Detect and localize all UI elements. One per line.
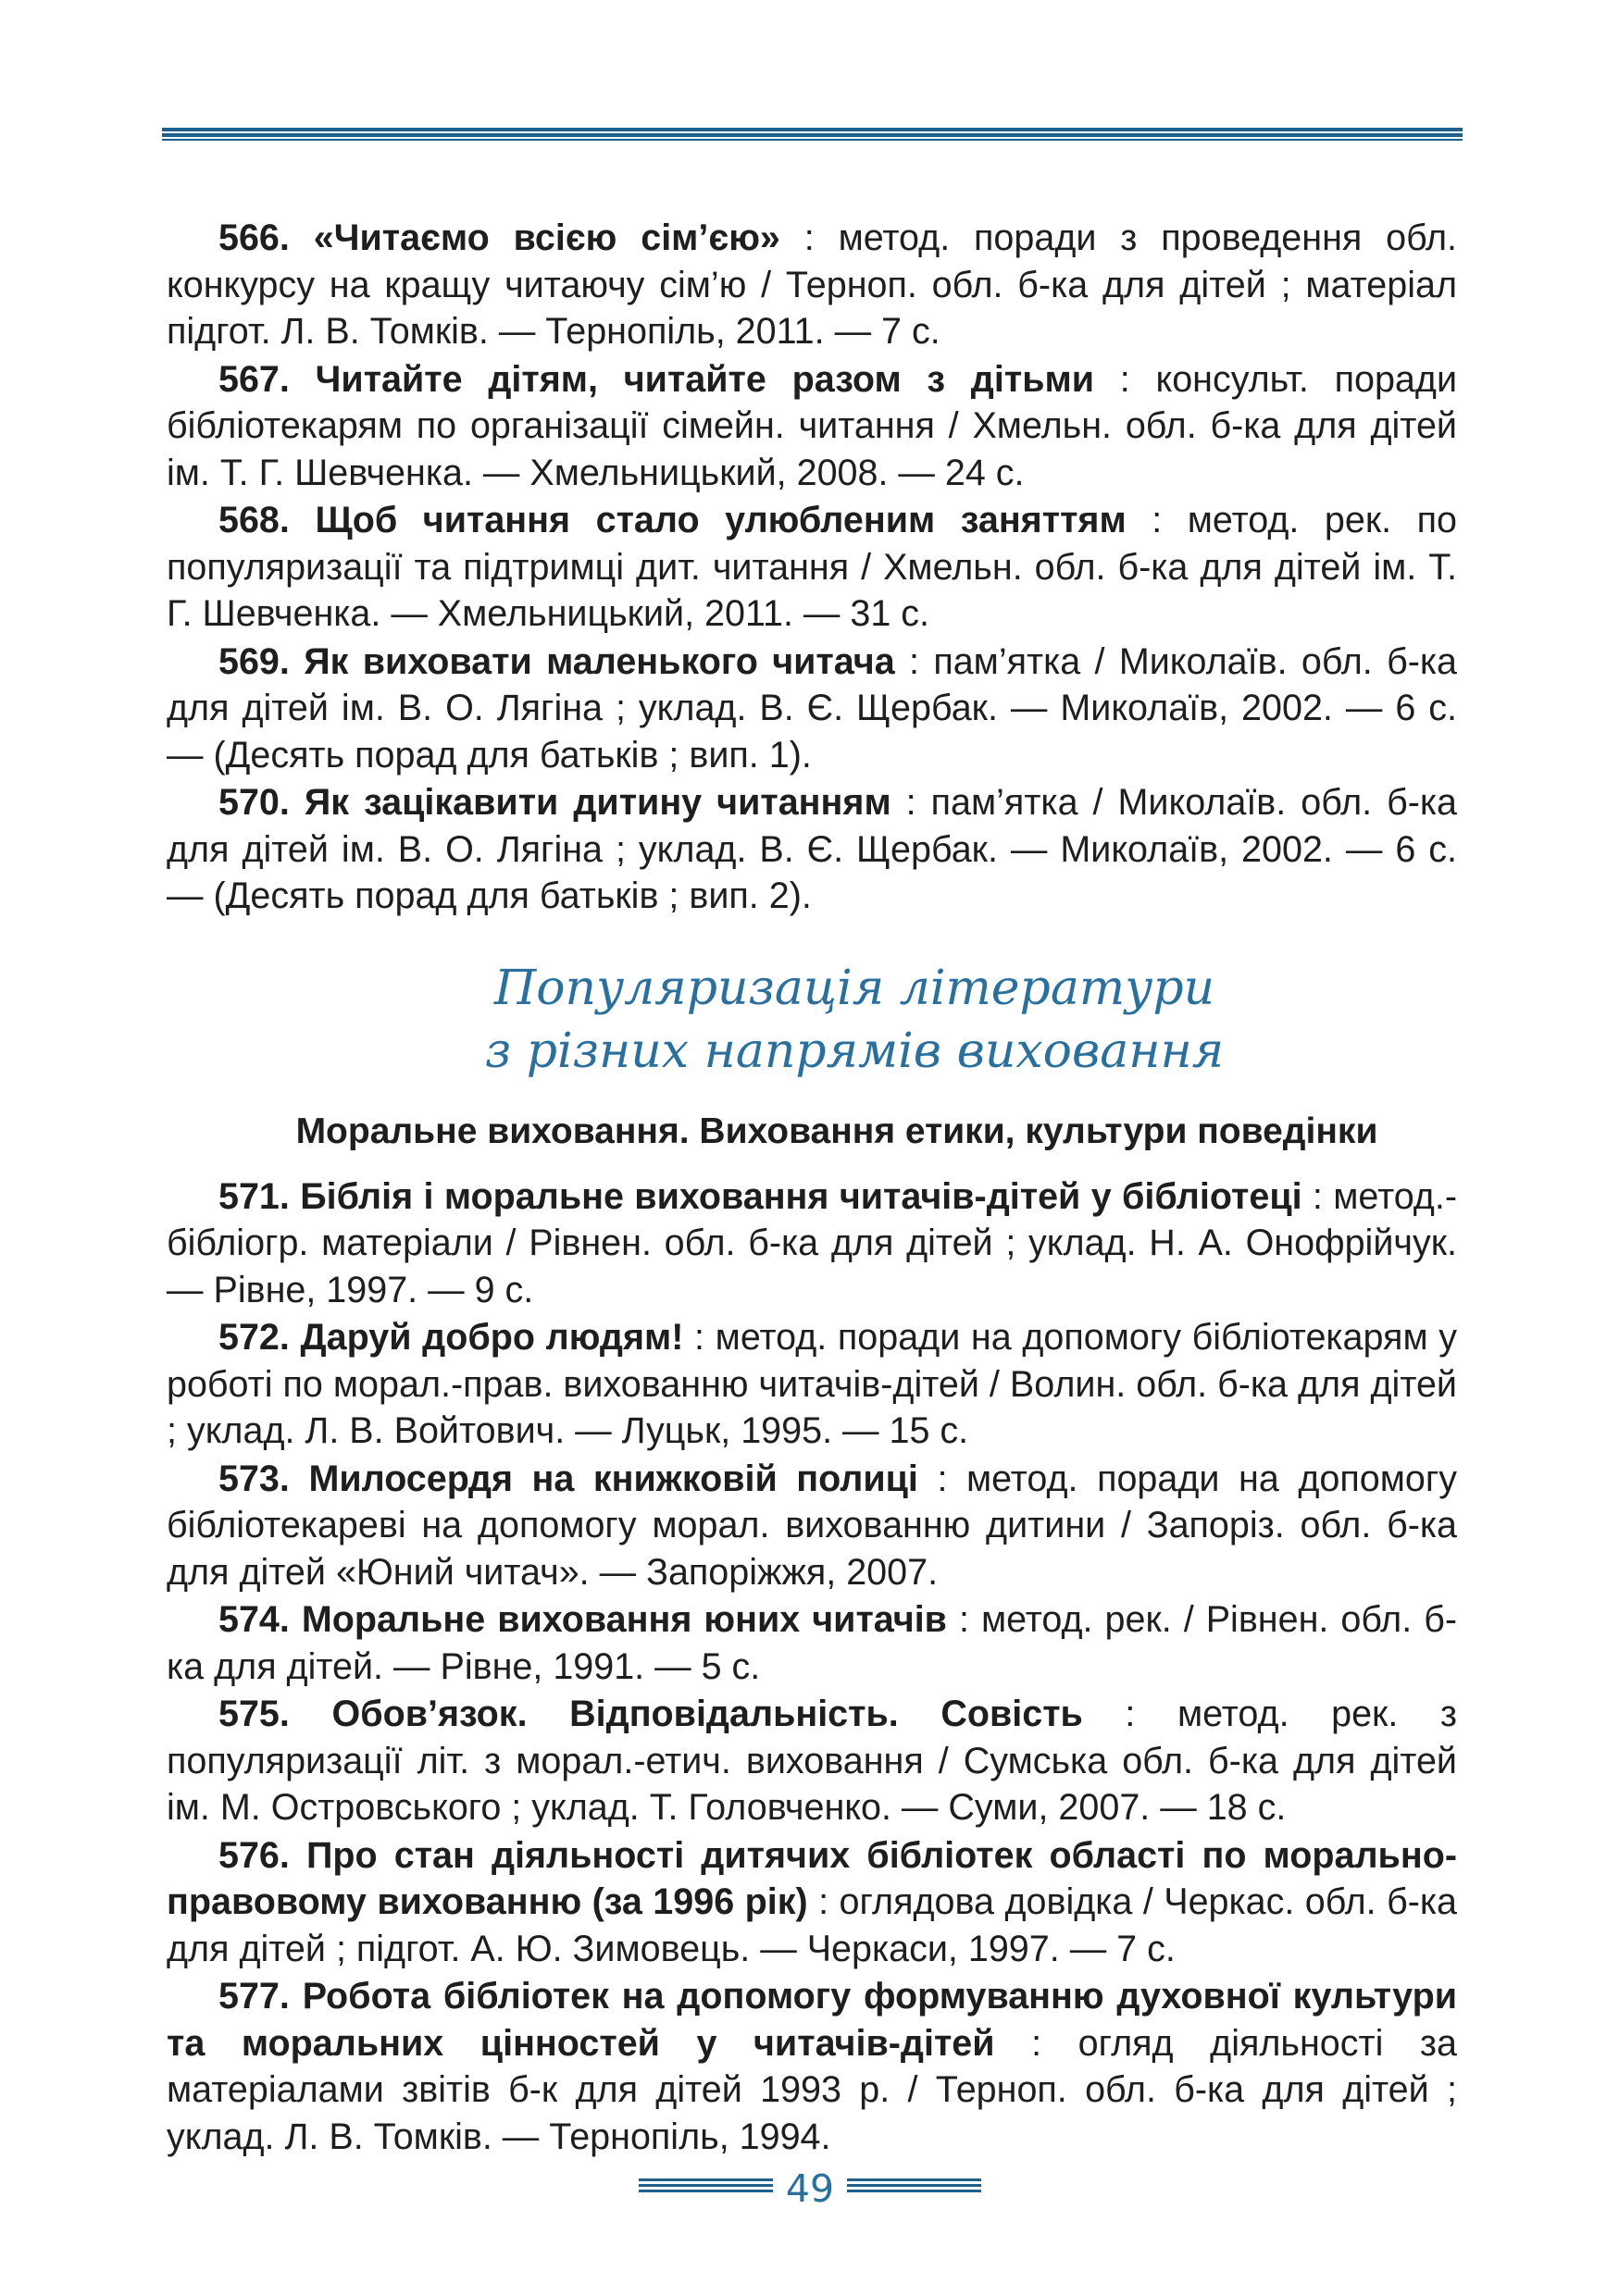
entry-title: Моральне виховання юних читачів xyxy=(301,1599,947,1640)
entry-description: : метод. поради на допомогу бібліотекарям у роботі по морал.-прав. вихованню читачів-дітей / Волин. обл. б-ка для дітей ; уклад. Л. В. Войтович. — Луцьк, 1995. — 15 с. xyxy=(167,1317,1457,1451)
entry-number: 576. xyxy=(218,1834,290,1876)
top-decorative-rule xyxy=(162,128,1463,143)
bibliography-entry xyxy=(167,1596,1457,1690)
entry-description: : консульт. поради бібліотекарям по організації сімейн. читання / Хмельн. обл. б-ка для дітей ім. Т. Г. Шевченка. — Хмельницький, 2008. — 24 с. xyxy=(167,358,1458,493)
entry-number: 575. xyxy=(218,1694,290,1734)
bibliography-entry xyxy=(167,1973,1457,2160)
section-title-line-1: Популяризація літератури xyxy=(493,960,1215,1016)
bibliography-list-part-2 xyxy=(167,1173,1457,2161)
entry-heading xyxy=(218,217,780,258)
bibliography-entry xyxy=(167,356,1457,497)
entry-title: Як зацікавити дитину читанням xyxy=(304,782,891,823)
entry-title: Робота бібліотек на допомогу формуванню духовної культури та моральних цінностей у читачів-дітей xyxy=(167,1976,1457,2064)
entry-number: 568. xyxy=(218,500,290,540)
page-footer xyxy=(639,2166,981,2215)
entry-description: : метод. поради з проведення обл. конкурсу на кращу читаючу сім’ю / Терноп. обл. б-ка для дітей ; матеріал підгот. Л. В. Томків. — Тернопіль, 2011. — 7 с. xyxy=(167,217,1457,352)
entry-description: : пам’ятка / Миколаїв. обл. б-ка для дітей ім. В. О. Лягіна ; уклад. В. Є. Щербак. — Миколаїв, 2002. — 6 с. — (Десять порад для батьків ; вип. 2). xyxy=(167,782,1457,916)
entry-description: : метод. рек. з популяризації літ. з морал.-етич. виховання / Сумська обл. б-ка для дітей ім. М. Островського ; уклад. Т. Головченко. — Суми, 2007. — 18 с. xyxy=(167,1694,1457,1828)
entry-title: Як виховати маленького читача xyxy=(304,640,895,682)
entry-title: Даруй добро людям! xyxy=(300,1317,684,1358)
bibliography-entry xyxy=(167,215,1457,355)
bibliography-entry xyxy=(167,779,1457,920)
bibliography-entry xyxy=(167,1314,1457,1455)
entry-number: 569. xyxy=(218,640,290,682)
entry-heading xyxy=(218,1694,1083,1734)
bibliography-list-part-1 xyxy=(167,215,1457,920)
bibliography-entry xyxy=(167,1832,1457,1973)
page-content xyxy=(167,215,1457,2161)
entry-title: Біблія і моральне виховання читачів-дітей у бібліотеці xyxy=(300,1175,1302,1217)
section-title-line-2: з різних напрямів виховання xyxy=(484,1023,1225,1079)
entry-description: : метод. рек. по популяризації та підтримці дит. читання / Хмельн. обл. б-ка для дітей ім. Т. Г. Шевченка. — Хмельницький, 2011. — 31 с. xyxy=(167,500,1457,634)
entry-title: Милосердя на книжковій полиці xyxy=(308,1458,918,1499)
entry-number: 577. xyxy=(218,1976,290,2017)
entry-description: : метод.-бібліогр. матеріали / Рівнен. обл. б-ка для дітей ; уклад. Н. А. Онофрійчук. — Рівне, 1997. — 9 с. xyxy=(167,1175,1457,1310)
entry-title: Про стан діяльності дитячих бібліотек області по морально-правовому вихованню (за 1996 рік) xyxy=(167,1834,1457,1922)
entry-heading xyxy=(218,1317,683,1358)
bibliography-entry xyxy=(167,639,1457,779)
bibliography-entry xyxy=(167,1456,1457,1596)
entry-title: Обов’язок. Відповідальність. Совість xyxy=(331,1694,1083,1734)
entry-heading xyxy=(218,1599,947,1640)
entry-number: 571. xyxy=(218,1175,290,1217)
bibliography-entry xyxy=(167,1691,1457,1831)
entry-title: «Читаємо всією сім’єю» xyxy=(313,217,780,258)
bibliography-entry xyxy=(167,497,1457,638)
bibliography-entry xyxy=(167,1173,1457,1314)
entry-description: : метод. поради на допомогу бібліотекареві на допомогу морал. вихованню дитини / Запоріз. обл. б-ка для дітей «Юний читач». — Запоріжжя, 2007. xyxy=(167,1458,1457,1593)
entry-number: 570. xyxy=(218,782,290,823)
entry-title: Щоб читання стало улюбленим заняттям xyxy=(315,500,1127,540)
entry-description: : оглядова довідка / Черкас. обл. б-ка для дітей ; підгот. А. Ю. Зимовець. — Черкаси, 1997. — 7 с. xyxy=(167,1881,1457,1969)
entry-heading xyxy=(218,1176,1302,1217)
entry-description: : метод. рек. / Рівнен. обл. б-ка для дітей. — Рівне, 1991. — 5 с. xyxy=(167,1599,1457,1687)
footer-rule-left xyxy=(639,2178,773,2195)
entry-description: : пам’ятка / Миколаїв. обл. б-ка для дітей ім. В. О. Лягіна ; уклад. В. Є. Щербак. — Миколаїв, 2002. — 6 с. — (Десять порад для батьків ; вип. 1). xyxy=(167,640,1457,776)
entry-number: 573. xyxy=(218,1458,290,1499)
entry-heading xyxy=(218,1458,918,1499)
entry-number: 566. xyxy=(218,217,290,258)
page-number: 49 xyxy=(785,2166,835,2211)
entry-heading xyxy=(218,359,1094,400)
entry-title: Читайте дітям, читайте разом з дітьми xyxy=(315,358,1094,400)
entry-heading xyxy=(218,500,1127,540)
subsection-title: Моральне виховання. Виховання етики, культури поведінки xyxy=(295,1111,1378,1151)
footer-rule-right xyxy=(847,2178,981,2195)
section-title xyxy=(252,957,1457,1083)
entry-number: 572. xyxy=(218,1317,290,1358)
entry-heading xyxy=(218,641,895,682)
entry-description: : огляд діяльності за матеріалами звітів б-к для дітей 1993 р. / Терноп. обл. б-ка для дітей ; уклад. Л. В. Томків. — Тернопіль, 1994. xyxy=(167,2022,1458,2157)
entry-number: 567. xyxy=(218,358,290,400)
entry-number: 574. xyxy=(218,1599,290,1640)
entry-heading xyxy=(218,782,891,823)
